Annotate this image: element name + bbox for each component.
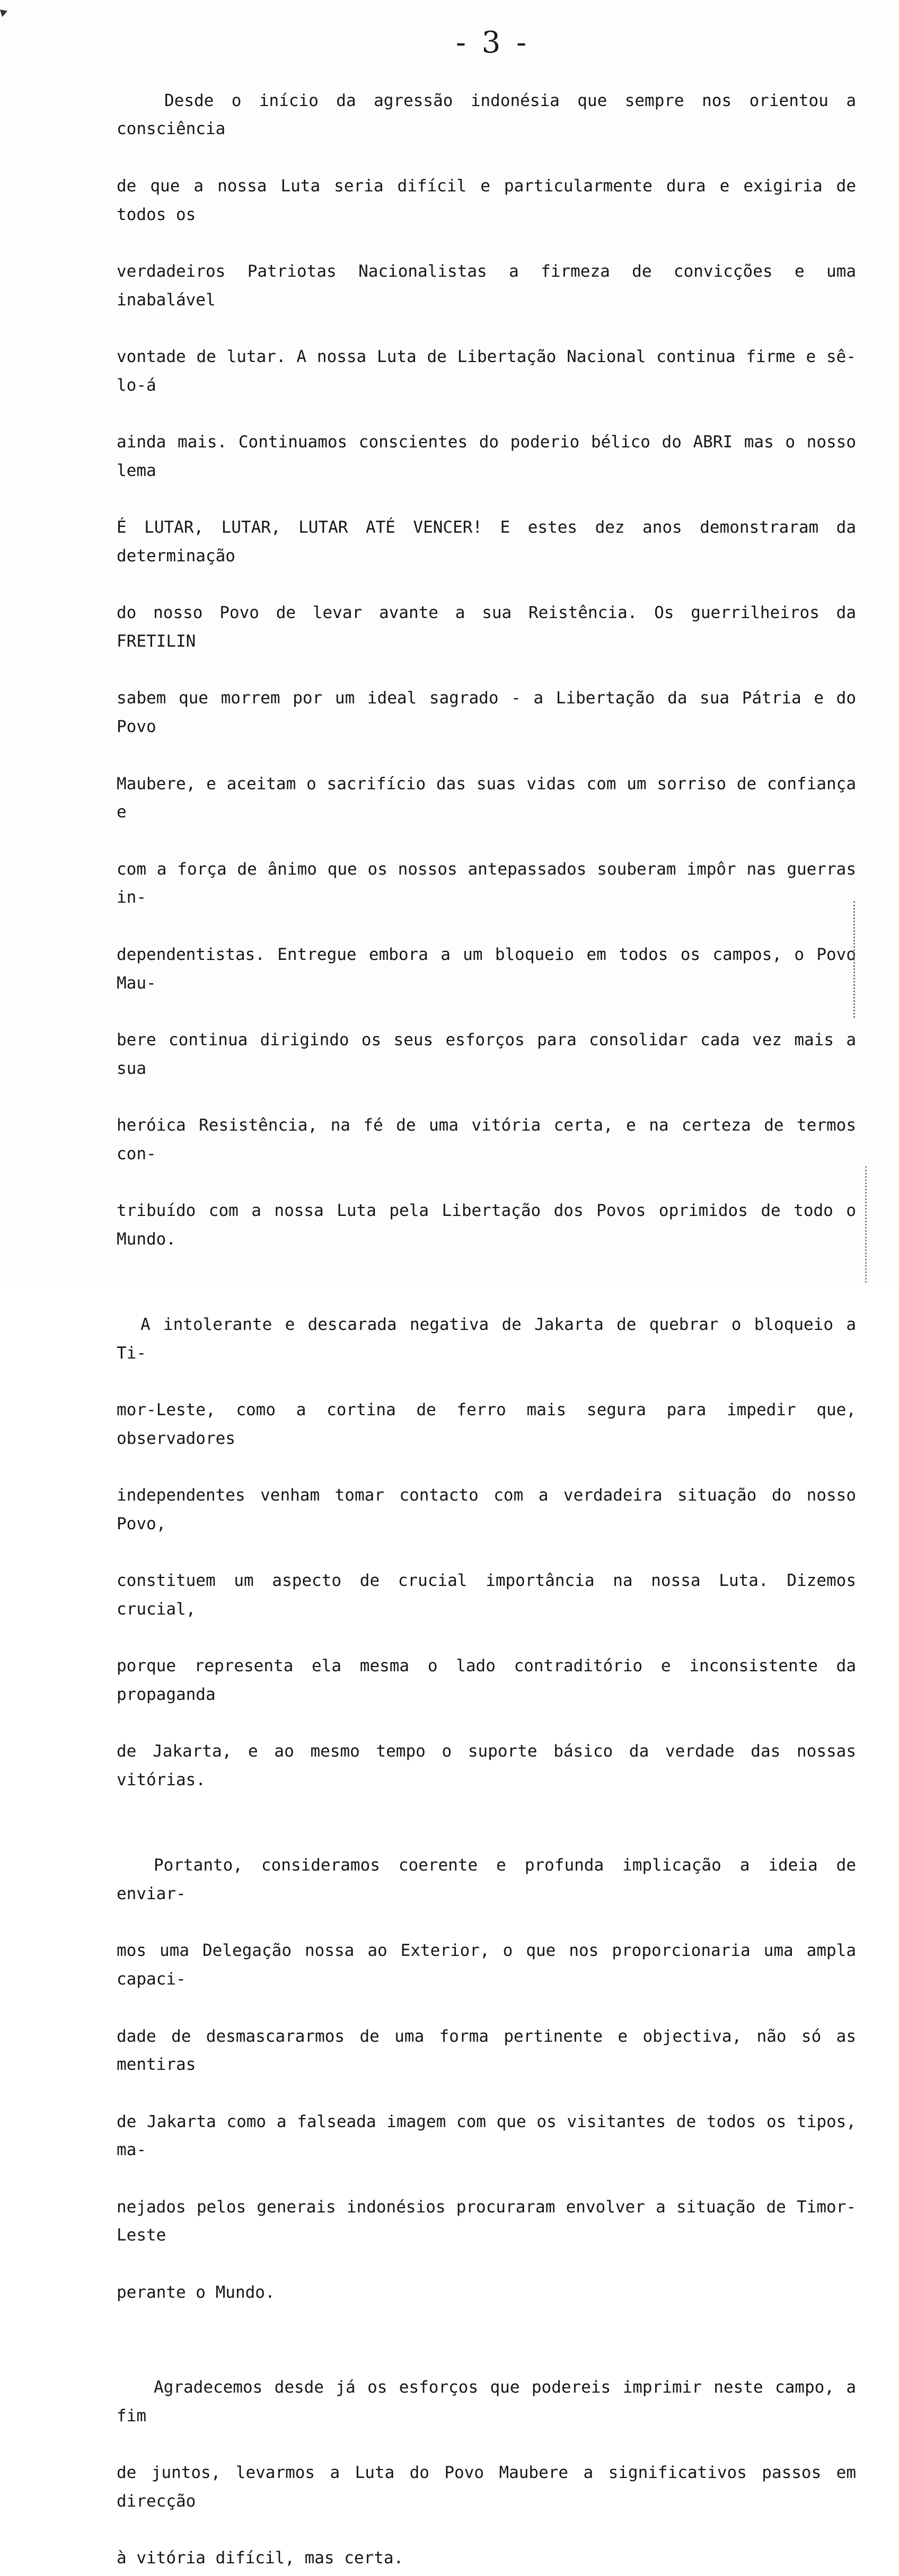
paragraph-line: de que a nossa Luta seria difícil e particularmente dura e exigiria de todos os: [117, 176, 856, 224]
paragraph-line: nejados pelos generais indonésios procuraram envolver a situação de Timor-Leste: [117, 2197, 856, 2245]
paragraph-line: dade de desmascararmos de uma forma pertinente e objectiva, não só as mentiras: [117, 2026, 856, 2075]
paragraph-line: É LUTAR, LUTAR, LUTAR ATÉ VENCER! E estes dez anos demonstraram da determinação: [117, 518, 856, 566]
paragraph-line: do nosso Povo de levar avante a sua Reistência. Os guerrilheiros da FRETILIN: [117, 603, 856, 651]
paragraph-line: sabem que morrem por um ideal sagrado - a Libertação da sua Pátria e do Povo: [117, 689, 856, 737]
paragraph-1: [117, 58, 856, 1282]
page-number: - 3 -: [456, 25, 530, 60]
paragraph-line: Maubere, e aceitam o sacrifício das suas vidas com um sorriso de confiança e: [117, 774, 856, 822]
paragraph-line: porque representa ela mesma o lado contraditório e inconsistente da propaganda: [117, 1656, 856, 1705]
paragraph-line: constituem um aspecto de crucial importância na nossa Luta. Dizemos crucial,: [117, 1571, 856, 1619]
paragraph-line: de Jakarta, e ao mesmo tempo o suporte básico da verdade das nossas vitórias.: [117, 1742, 856, 1790]
paragraph-2: [117, 1282, 856, 1823]
paragraph-line: de juntos, levarmos a Luta do Povo Maubere a significativos passos em direcção: [117, 2463, 856, 2511]
paragraph-line: mor-Leste, como a cortina de ferro mais segura para impedir que, observadores: [117, 1400, 856, 1448]
scan-artifact: [865, 1166, 869, 1283]
scan-mark: [0, 10, 7, 17]
paragraph-line: com a força de ânimo que os nossos antepassados souberam impôr nas guerras in-: [117, 859, 856, 907]
paragraph-line: Portanto, consideramos coerente e profunda implicação a ideia de enviar-: [117, 1856, 856, 1903]
paragraph-line: heróica Resistência, na fé de uma vitória certa, e na certeza de termos con-: [117, 1116, 856, 1163]
paragraph-3: [117, 1823, 856, 2336]
paragraph-line: perante o Mundo.: [117, 2282, 275, 2302]
paragraph-line: vontade de lutar. A nossa Luta de Libertação Nacional continua firme e sê-lo-á: [117, 347, 856, 395]
paragraph-line: bere continua dirigindo os seus esforços para consolidar cada vez mais a sua: [117, 1030, 856, 1078]
paragraph-line: Agradecemos desde já os esforços que podereis imprimir neste campo, a fim: [117, 2377, 856, 2425]
scan-artifact: [853, 901, 857, 1018]
paragraph-line: à vitória difícil, mas certa.: [117, 2548, 404, 2568]
document-body: [117, 58, 856, 2576]
paragraph-line: dependentistas. Entregue embora a um bloqueio em todos os campos, o Povo Mau-: [117, 945, 856, 993]
paragraph-line: independentes venham tomar contacto com a verdadeira situação do nosso Povo,: [117, 1486, 856, 1533]
paragraph-line: verdadeiros Patriotas Nacionalistas a firmeza de convicções e uma inabalável: [117, 261, 856, 310]
paragraph-line: A intolerante e descarada negativa de Jakarta de quebrar o bloqueio a Ti-: [117, 1315, 856, 1363]
paragraph-line: Desde o início da agressão indonésia que sempre nos orientou a consciência: [117, 91, 856, 139]
paragraph-line: de Jakarta como a falseada imagem com que os visitantes de todos os tipos, ma-: [117, 2112, 856, 2160]
paragraph-line: ainda mais. Continuamos conscientes do poderio bélico do ABRI mas o nosso lema: [117, 433, 856, 480]
paragraph-4: [117, 2345, 856, 2576]
paragraph-line: tribuído com a nossa Luta pela Libertação dos Povos oprimidos de todo o Mundo.: [117, 1201, 856, 1249]
paragraph-line: mos uma Delegação nossa ao Exterior, o que nos proporcionaria uma ampla capaci-: [117, 1941, 856, 1989]
